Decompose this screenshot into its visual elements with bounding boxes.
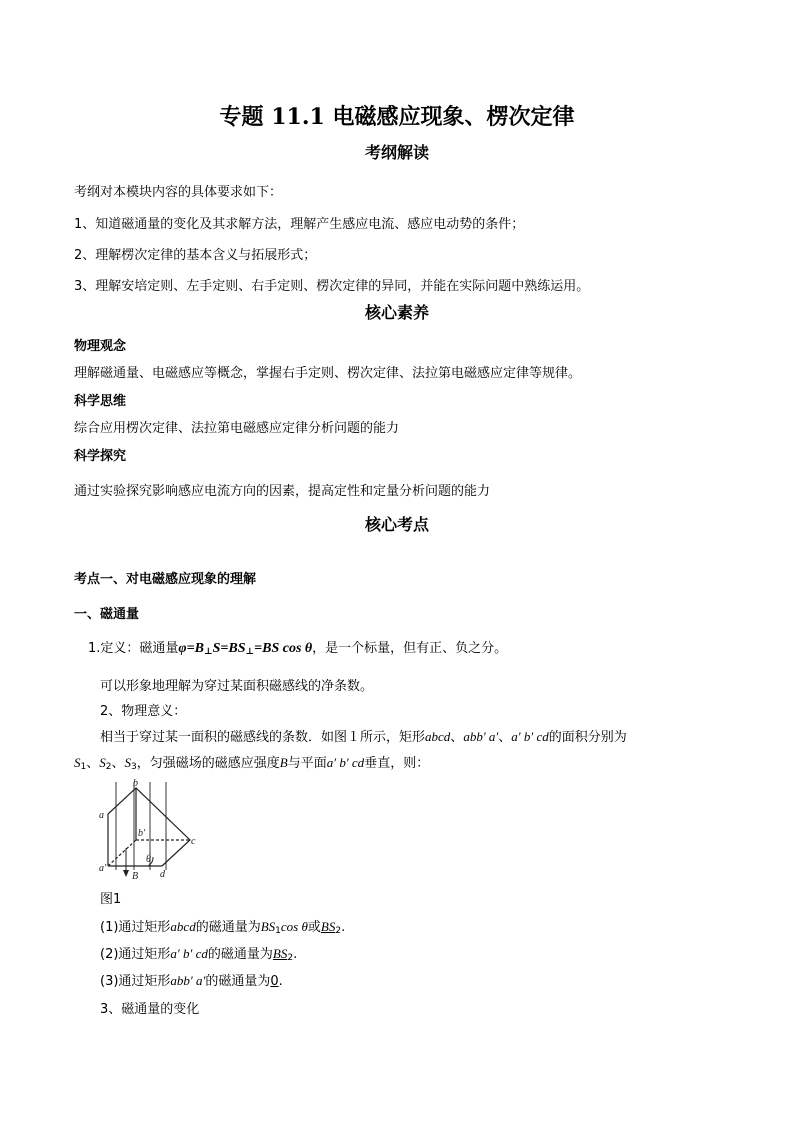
fig-label-c: c — [191, 836, 196, 847]
meaning-line-1: 相当于穿过某一面积的磁感线的条数．如图１所示，矩形abcd、abb′ a′、a′ b′ cd的面积分别为 — [100, 729, 627, 745]
outline-item: 3、理解安培定则、左手定则、右手定则、楞次定律的异同，并能在实际问题中熟练运用。 — [74, 279, 590, 294]
outline-item: 1、知道磁通量的变化及其求解方法，理解产生感应电流、感应电动势的条件； — [74, 217, 525, 232]
fig-label-a: a — [99, 810, 104, 821]
thinking-text: 综合应用楞次定律、法拉第电磁感应定律分析问题的能力 — [74, 421, 400, 436]
change-title: 3、磁通量的变化 — [100, 1002, 200, 1017]
definition-note: 可以形象地理解为穿过某面积磁感线的净条数。 — [100, 679, 374, 694]
meaning-line-2: $S_1$、$S_2$、$S_3$，匀强磁场的磁感应强度B与平面a′ b′ cd垂直，则： — [74, 755, 430, 772]
thinking-label: 科学思维 — [74, 394, 127, 409]
fig-label-a-prime: a′ — [99, 863, 107, 874]
figure-caption: 图1 — [100, 892, 122, 907]
section-heading-core: 核心考点 — [364, 515, 429, 534]
question-2: (2)通过矩形a′ b′ cd的磁通量为$BS_2$. — [100, 946, 298, 963]
question-1: (1)通过矩形abcd的磁通量为$BS_1\cos$ θ或$BS_2$. — [100, 919, 346, 936]
fig-label-b: b — [133, 778, 138, 789]
fig-label-b-prime: b′ — [138, 828, 146, 839]
fig-label-d: d — [160, 869, 165, 880]
figure-1-diagram — [98, 778, 202, 882]
point-heading: 考点一、对电磁感应现象的理解 — [74, 572, 257, 587]
question-3: (3)通过矩形abb′ a′的磁通量为0. — [100, 973, 283, 989]
outline-intro: 考纲对本模块内容的具体要求如下： — [74, 185, 283, 200]
definition-line: 1.定义：磁通量$\varphi=B_\perp S=BS_\perp=BS$ cos θ，是一个标量，但有正、负之分。 — [88, 641, 508, 656]
section-heading-literacy: 核心素养 — [364, 303, 429, 322]
inquiry-text: 通过实验探究影响感应电流方向的因素，提高定性和定量分析问题的能力 — [74, 484, 491, 499]
fig-label-B: B — [132, 871, 139, 882]
sub-heading: 一、磁通量 — [74, 607, 140, 622]
inquiry-label: 科学探究 — [74, 449, 127, 464]
fig-label-theta: θ — [146, 854, 151, 865]
page-title: 专题 11.1 电磁感应现象、楞次定律 — [219, 104, 575, 130]
section-heading-outline: 考纲解读 — [364, 143, 429, 162]
concept-label: 物理观念 — [74, 339, 127, 354]
meaning-title: 2、物理意义： — [100, 704, 187, 719]
concept-text: 理解磁通量、电磁感应等概念，掌握右手定则、楞次定律、法拉第电磁感应定律等规律。 — [74, 366, 582, 381]
outline-item: 2、理解楞次定律的基本含义与拓展形式； — [74, 248, 317, 263]
